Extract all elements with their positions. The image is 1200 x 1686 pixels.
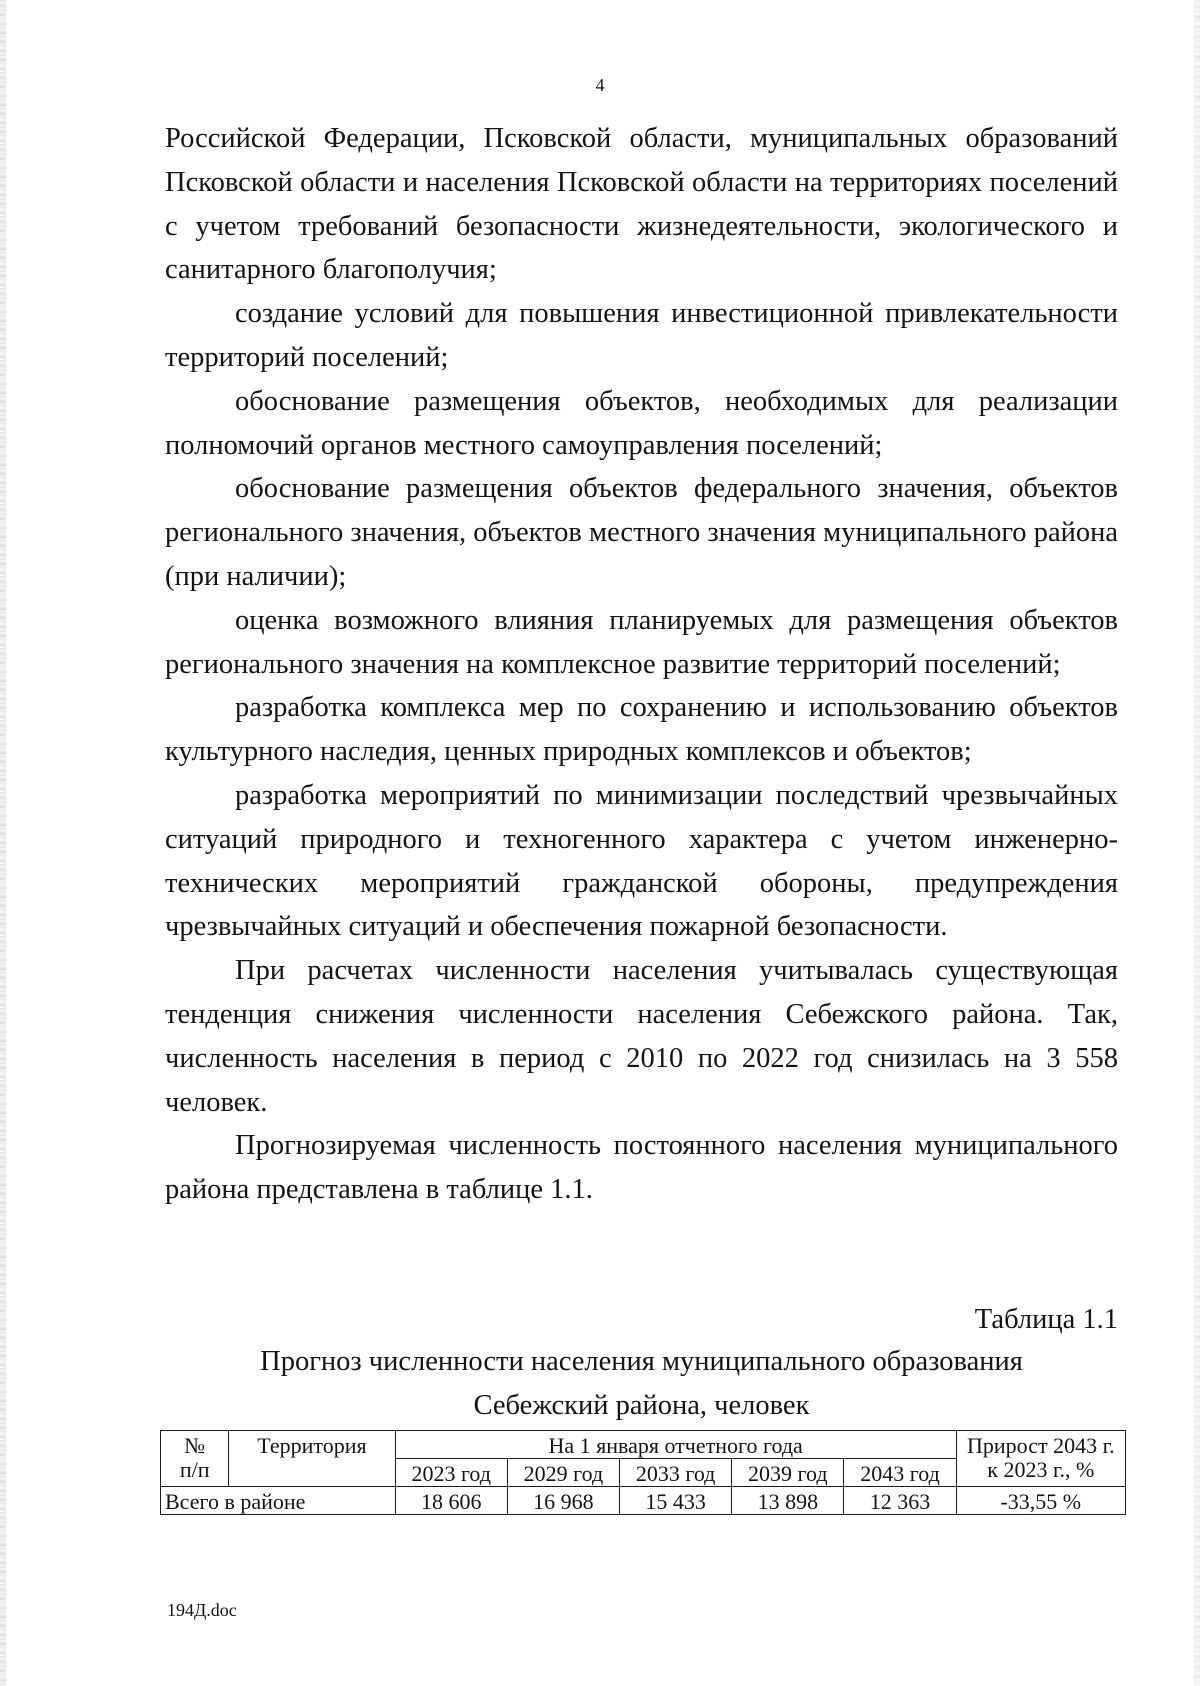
header-year: 2043 год	[844, 1459, 956, 1487]
paragraph: Прогнозируемая численность постоянного населения муниципального района представлена в таблице 1.1.	[165, 1130, 1118, 1206]
table-row	[161, 1487, 1126, 1515]
footer-filename: 194Д.doc	[167, 1600, 237, 1620]
row-value: 18 606	[395, 1487, 507, 1515]
header-group: На 1 января отчетного года	[395, 1431, 956, 1459]
population-forecast-table	[160, 1430, 1126, 1515]
header-num: № п/п	[161, 1431, 229, 1487]
row-value: 13 898	[732, 1487, 844, 1515]
paragraph: обоснование размещения объектов, необходимых для реализации полномочий органов местного самоуправления поселений;	[165, 385, 1118, 461]
paragraph: разработка комплекса мер по сохранению и использованию объектов культурного наследия, ценных природных комплексов и объектов;	[165, 692, 1118, 768]
paragraph: При расчетах численности населения учитывалась существующая тенденция снижения численности населения Себежского района. Так, численность населения в период с 2010 по 2022 год снизилась на 3 558 человек.	[165, 955, 1118, 1118]
scan-edge-left	[0, 0, 6, 1686]
paragraph: разработка мероприятий по минимизации последствий чрезвычайных ситуаций природного и техногенного характера с учетом инженерно-технических мероприятий гражданской обороны, предупреждения чрезвычайных ситуаций и обеспечения пожарной безопасности.	[165, 779, 1118, 943]
table-header-row	[161, 1431, 1126, 1459]
table-title-line-1: Прогноз численности населения муниципального образования	[260, 1346, 1023, 1377]
paragraph: создание условий для повышения инвестиционной привлекательности территорий поселений;	[165, 298, 1118, 373]
row-territory: Всего в районе	[161, 1487, 396, 1515]
table-title-line-2: Себежский района, человек	[473, 1390, 810, 1421]
scan-edge-right	[1194, 0, 1200, 1686]
header-year: 2029 год	[507, 1459, 619, 1487]
row-value: 16 968	[507, 1487, 619, 1515]
header-year: 2023 год	[395, 1459, 507, 1487]
paragraph: оценка возможного влияния планируемых для размещения объектов регионального значения на комплексное развитие территорий поселений;	[165, 604, 1118, 680]
header-year: 2033 год	[620, 1459, 732, 1487]
table-title	[165, 1340, 1118, 1428]
header-growth: Прирост 2043 г. к 2023 г., %	[956, 1431, 1125, 1487]
paragraph: обоснование размещения объектов федерального значения, объектов регионального значения, объектов местного значения муниципального района (при наличии);	[165, 473, 1118, 592]
page-number: 4	[595, 75, 605, 95]
paragraph: Российской Федерации, Псковской области, муниципальных образований Псковской области и населения Псковской области на территориях поселений с учетом требований безопасности жизнедеятельности, экологического и санитарного благополучия;	[165, 123, 1118, 286]
header-territory: Территория	[229, 1431, 395, 1487]
row-growth: -33,55 %	[956, 1487, 1125, 1515]
row-value: 12 363	[844, 1487, 956, 1515]
row-value: 15 433	[620, 1487, 732, 1515]
table-caption-number: Таблица 1.1	[974, 1304, 1118, 1335]
body-text	[165, 117, 1118, 1212]
header-year: 2039 год	[732, 1459, 844, 1487]
